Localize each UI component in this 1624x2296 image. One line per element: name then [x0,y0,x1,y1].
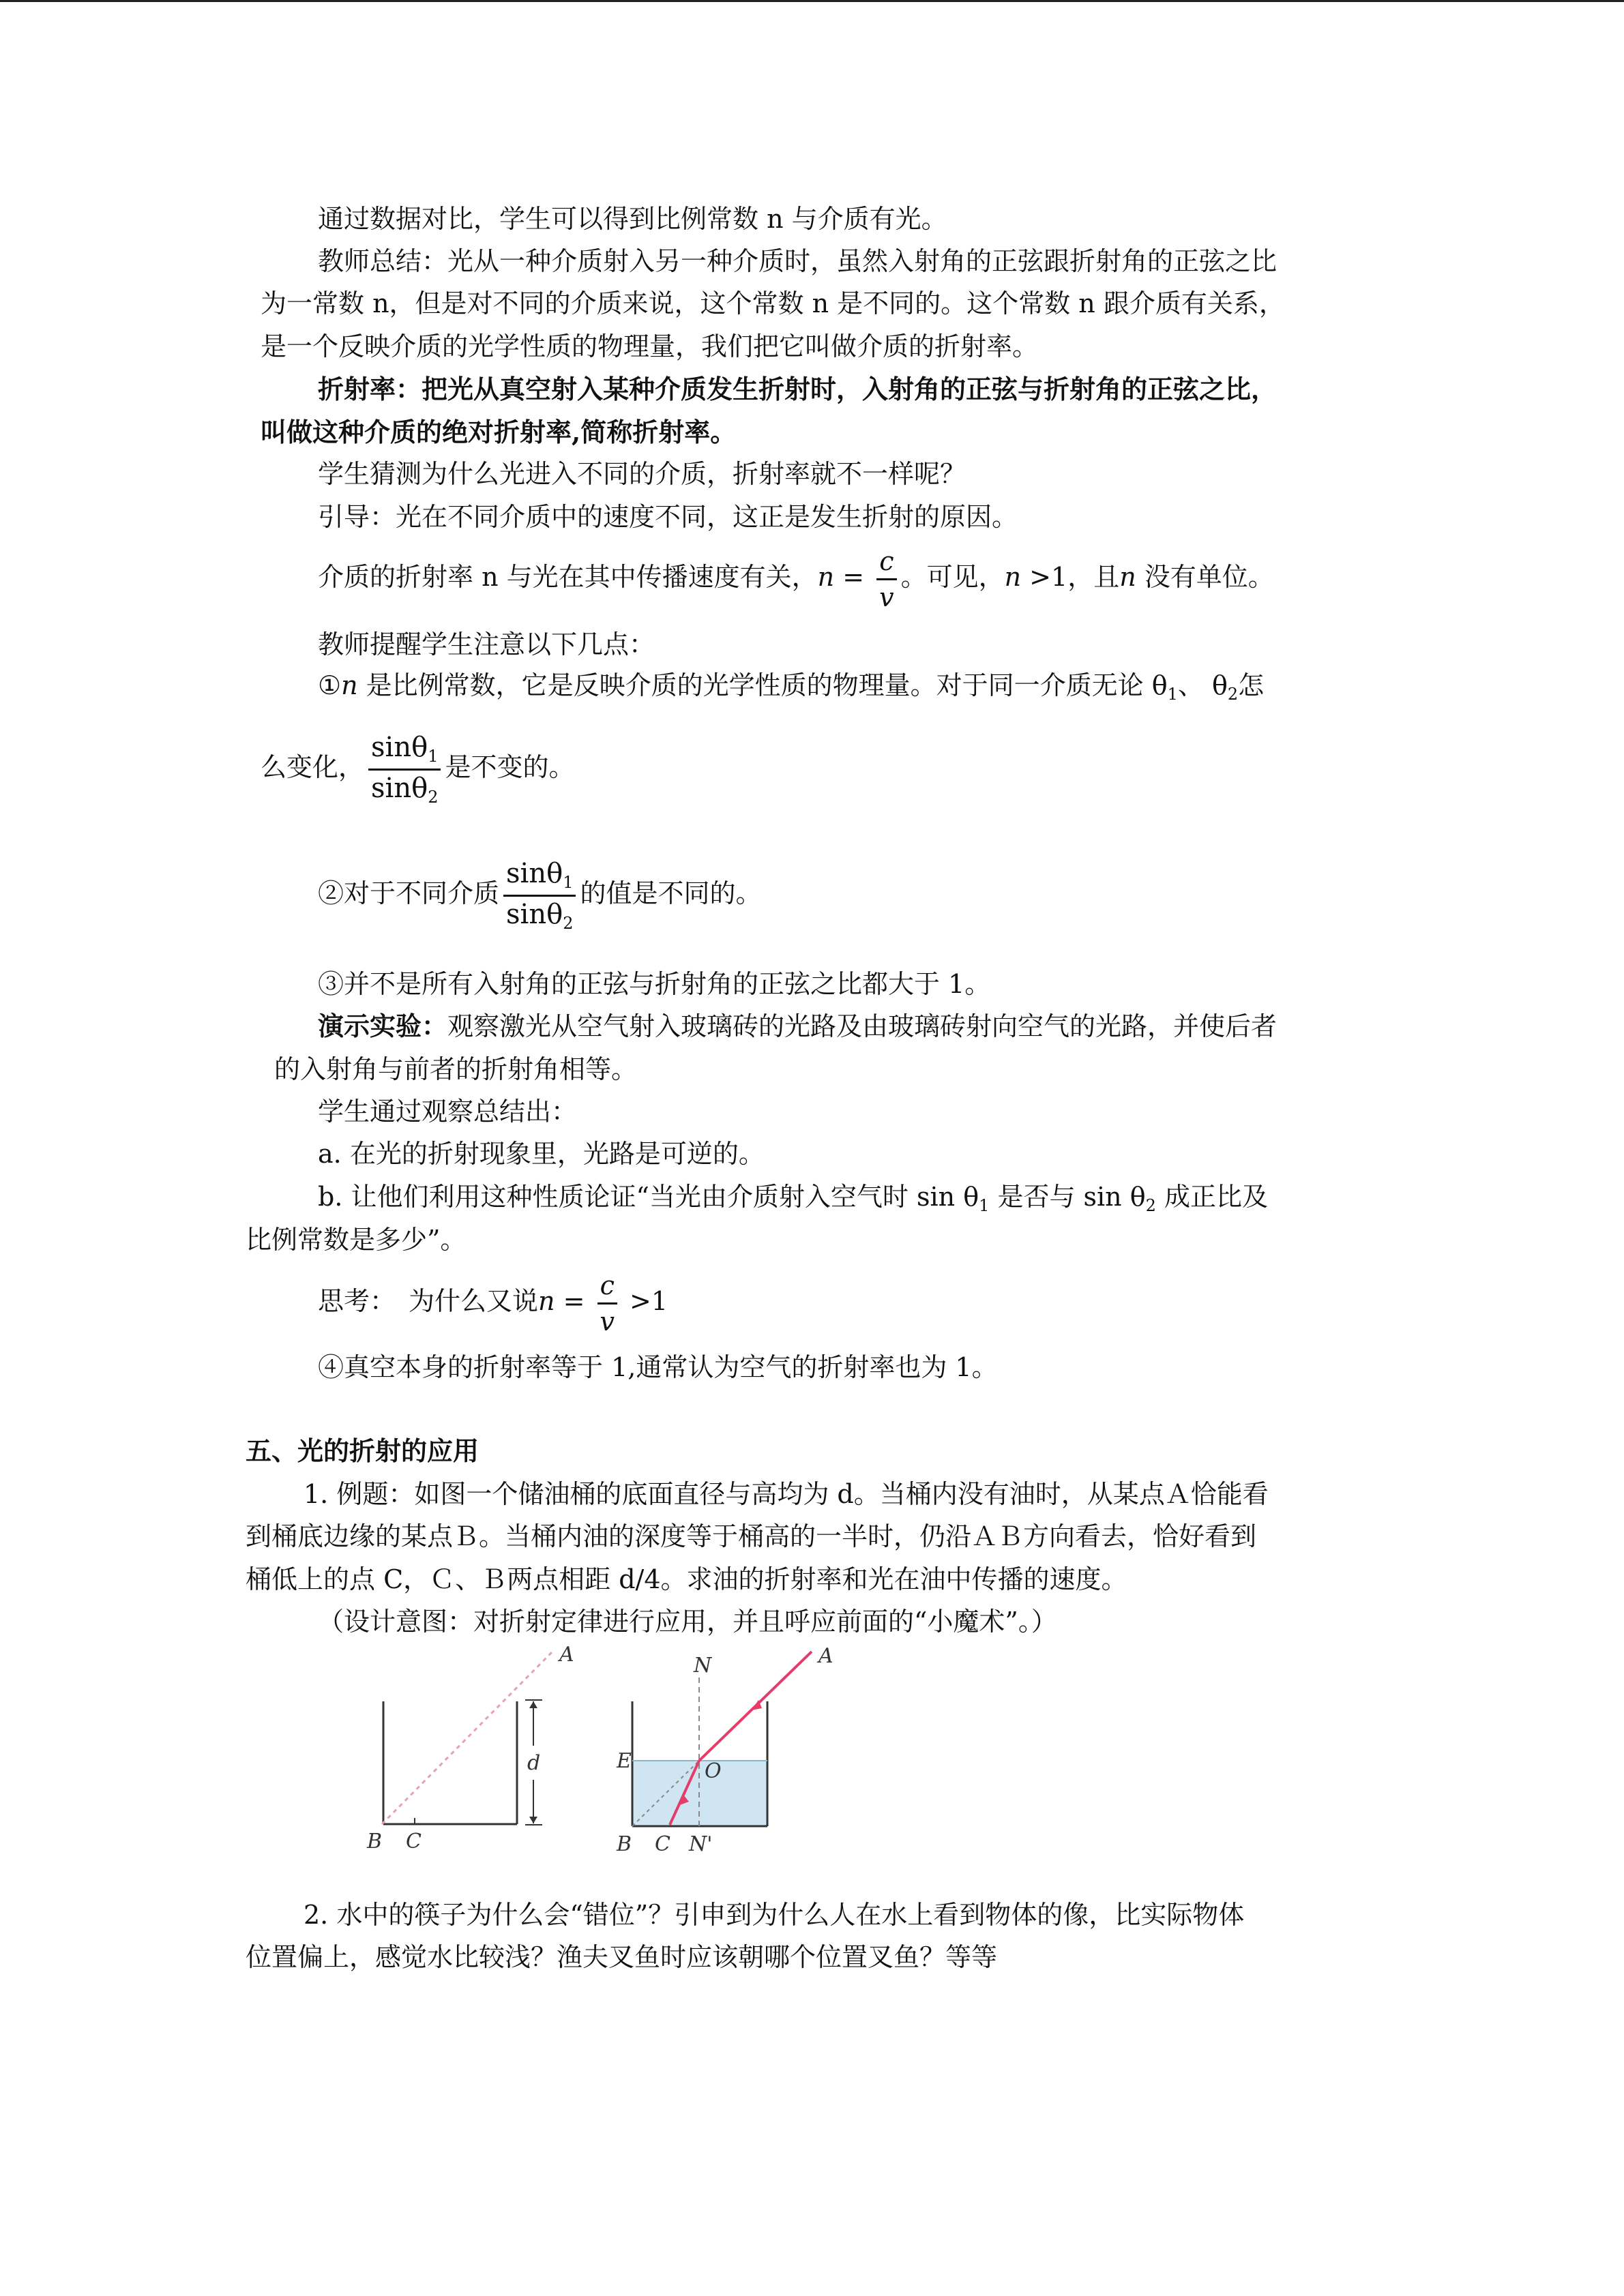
oil-barrel-figure [355,1643,873,1868]
half-oil-barrel-diagram [616,1644,833,1856]
c-over-v-fraction: $\frac{c}{v}$ [876,548,896,610]
formula-line: 思考： 为什么又说n = $\frac{c}{v}$ >1 [318,1270,668,1337]
sin-ratio-fraction: $\frac{\sin\theta_1}{\sin\theta_2}$ [503,860,576,931]
paragraph: a. 在光的折射现象里，光路是可逆的。 [318,1139,765,1169]
label-A: A [818,1644,833,1668]
paragraph: 学生猜测为什么光进入不同的介质，折射率就不一样呢？ [318,459,966,489]
label-N: N [694,1654,712,1678]
paragraph: 演示实验：观察激光从空气射入玻璃砖的光路及由玻璃砖射向空气的光路，并使后者 [318,1011,1278,1041]
label-C: C [406,1830,422,1853]
label-d: d [527,1751,541,1775]
section-heading: 五、光的折射的应用 [246,1435,479,1466]
paragraph: 的入射角与前者的折射角相等。 [274,1054,638,1084]
paragraph: 2. 水中的筷子为什么会“错位”？引申到为什么人在水上看到物体的像，比实际物体 [304,1900,1245,1930]
label-A: A [559,1643,574,1667]
paragraph: 是一个反映介质的光学性质的物理量，我们把它叫做介质的折射率。 [261,331,1039,361]
paragraph: 到桶底边缘的某点Ｂ。当桶内油的深度等于桶高的一半时，仍沿ＡＢ方向看去，恰好看到 [246,1521,1257,1551]
formula-line: 么变化， $\frac{\sin\theta_1}{\sin\theta_2}$ 是不变的。 [261,732,575,807]
paragraph: 教师提醒学生注意以下几点： [318,629,655,659]
paragraph: 为一常数 n，但是对不同的介质来说，这个常数 n 是不同的。这个常数 n 跟介质有关系， [261,288,1285,318]
label-N-prime: N' [689,1832,713,1856]
definition-bold: 叫做这种介质的绝对折射率,简称折射率。 [261,417,737,447]
label-C: C [655,1832,670,1856]
paragraph: ④真空本身的折射率等于 1,通常认为空气的折射率也为 1。 [318,1352,998,1382]
paragraph: 学生通过观察总结出： [318,1097,578,1127]
page-top-border [0,0,1624,2]
label-B: B [617,1832,632,1856]
paragraph: ③并不是所有入射角的正弦与折射角的正弦之比都大于 1。 [318,969,991,999]
paragraph: ①n 是比例常数，它是反映介质的光学性质的物理量。对于同一介质无论 $\theta_1$、 $\theta_2$怎 [318,670,1265,704]
c-over-v-fraction: $\frac{c}{v}$ [597,1272,617,1335]
label-E: E [617,1749,632,1773]
paragraph: 位置偏上，感觉水比较浅？渔夫叉鱼时应该朝哪个位置叉鱼？等等 [246,1942,998,1972]
empty-barrel-diagram [366,1643,574,1853]
formula-line: 介质的折射率 n 与光在其中传播速度有关，n = $\frac{c}{v}$ 。可见，n >1，且n 没有单位。 [318,546,1274,612]
sin-ratio-fraction: $\frac{\sin\theta_1}{\sin\theta_2}$ [368,734,441,805]
paragraph: 比例常数是多少”。 [246,1225,467,1255]
label-B: B [367,1830,383,1853]
paragraph: b. 让他们利用这种性质论证“当光由介质射入空气时 $\sin \theta_1$ 是否与 $\sin \theta_2$ 成正比及 [318,1182,1268,1215]
paragraph: （设计意图：对折射定律进行应用，并且呼应前面的“小魔术”。） [318,1607,1057,1637]
label-O: O [705,1759,722,1783]
sight-line [382,1652,552,1824]
paragraph: 1. 例题：如图一个储油桶的底面直径与高均为 d。当桶内没有油时，从某点Ａ恰能看 [304,1479,1269,1509]
paragraph: 通过数据对比，学生可以得到比例常数 n 与介质有光。 [318,204,947,234]
formula-line: ②对于不同介质 $\frac{\sin\theta_1}{\sin\theta_2}$ 的值是不同的。 [318,858,762,933]
paragraph: 桶低上的点 C，Ｃ、Ｂ两点相距 d/4。求油的折射率和光在油中传播的速度。 [246,1564,1127,1594]
definition-bold: 折射率：把光从真空射入某种介质发生折射时，入射角的正弦与折射角的正弦之比， [318,374,1278,404]
paragraph: 引导：光在不同介质中的速度不同，这正是发生折射的原因。 [318,502,1018,532]
paragraph: 教师总结：光从一种介质射入另一种介质时，虽然入射角的正弦跟折射角的正弦之比 [318,246,1278,276]
